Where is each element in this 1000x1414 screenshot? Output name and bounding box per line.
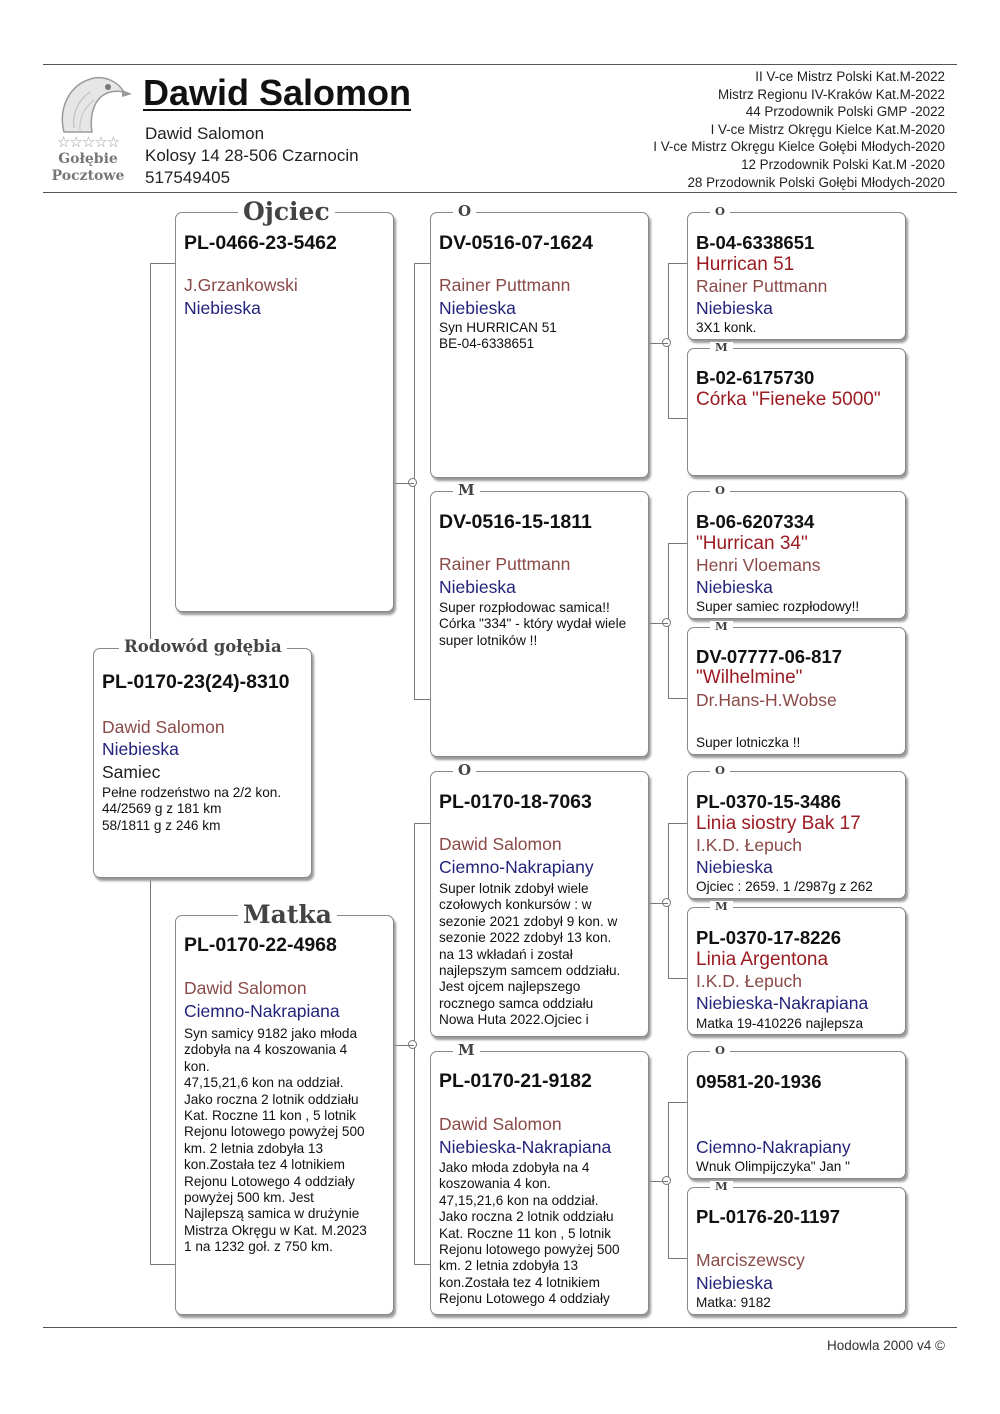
card-label: M [710, 1181, 733, 1193]
pigeon-name: Linia Argentona [696, 949, 829, 970]
pigeon-name: Hurrican 51 [696, 254, 795, 275]
connector-bracket [150, 263, 176, 649]
color: Niebieska [439, 298, 516, 318]
connector-bracket [668, 823, 688, 979]
card-label: Ojciec [238, 199, 335, 224]
card-label: M [453, 483, 480, 498]
connector-stub [648, 1181, 668, 1182]
breeder-name: Dawid Salomon [439, 834, 562, 854]
notes: Matka: 9182 [696, 1295, 771, 1310]
notes: Super lotniczka !! [696, 735, 801, 750]
breeder-name: Dawid Salomon [439, 1114, 562, 1134]
connector-bracket [668, 1102, 688, 1259]
footer-text: Hodowla 2000 v4 © [826, 1338, 945, 1353]
pigeon-name: "Hurrican 34" [696, 533, 808, 554]
card-label: O [710, 485, 730, 497]
breeder-name: Marciszewscy [696, 1250, 805, 1270]
ring-number: PL-0170-21-9182 [439, 1070, 592, 1092]
contact-phone: 517549405 [145, 168, 231, 187]
card-label: Rodowód gołębia [119, 639, 287, 656]
achievement-title: 12 Przodownik Polski Kat.M -2020 [741, 156, 945, 172]
color: Ciemno-Nakrapiany [696, 1137, 851, 1157]
notes: Matka 19-410226 najlepsza [696, 1016, 864, 1031]
ring-number: 09581-20-1936 [696, 1071, 822, 1092]
notes: Super lotnik zdobył wiele czołowych konkursów : w sezonie 2021 zdobył 9 kon. w sezonie 2022 zdobył 13 kon. na 13 wkładań i został najlepszym samcem oddziału. Jest ojcem najlepszego rocznego samca oddziału Nowa Huta 2022.Ojciec i [439, 881, 621, 1028]
card-label: M [453, 1043, 480, 1058]
breeder-name: Henri Vloemans [696, 555, 821, 575]
footer-rule [43, 1327, 957, 1328]
breeder-name: I.K.D. Łepuch [696, 835, 803, 855]
color: Niebieska [696, 857, 773, 877]
ring-number: PL-0170-23(24)-8310 [102, 671, 290, 693]
connector-stub [394, 1045, 414, 1046]
pigeon-card-father-sire[interactable] [430, 202, 649, 478]
logo-text-line1: Gołębie [58, 151, 118, 167]
breeder-name: Dawid Salomon [102, 717, 225, 737]
ring-number: B-04-6338651 [696, 232, 815, 253]
card-label: M [710, 342, 733, 354]
header-rule [43, 192, 957, 193]
breeder-name: Dr.Hans-H.Wobse [696, 690, 837, 710]
ring-number: PL-0370-17-8226 [696, 927, 842, 948]
connector-stub [648, 903, 668, 904]
color: Niebieska [439, 577, 516, 597]
color: Niebieska-Nakrapiana [696, 993, 869, 1013]
breeder-name: I.K.D. Łepuch [696, 971, 803, 991]
ring-number: DV-07777-06-817 [696, 646, 843, 667]
notes: Wnuk Olimpijczyka" Jan " [696, 1159, 850, 1174]
ring-number: PL-0170-22-4968 [184, 934, 337, 956]
notes: Ojciec : 2659. 1 /2987g z 262 [696, 879, 873, 894]
breeder-name: Rainer Puttmann [439, 554, 571, 574]
pigeon-card-mother-dam[interactable] [430, 1041, 649, 1315]
achievement-title: 44 Przodownik Polski GMP -2022 [745, 104, 945, 120]
pigeon-card-mf-sire[interactable] [687, 763, 906, 899]
card-label: O [710, 1045, 730, 1057]
color: Niebieska [696, 298, 773, 318]
pigeon-card-father-dam[interactable] [430, 481, 649, 757]
pigeon-card-fm-sire[interactable] [687, 483, 906, 619]
card-label: O [710, 765, 730, 777]
card-label: O [453, 204, 476, 219]
pigeon-card-ff-sire[interactable] [687, 204, 906, 340]
pigeon-card-mm-dam[interactable] [687, 1179, 906, 1315]
color: Niebieska [102, 739, 179, 759]
card-label: Matka [238, 902, 337, 927]
pigeon-card-mf-dam[interactable] [687, 899, 906, 1035]
card-label: O [710, 206, 730, 218]
logo-text-line2: Pocztowe [51, 168, 125, 184]
pigeon-name: Córka "Fieneke 5000" [696, 389, 881, 410]
notes: Jako młoda zdobyła na 4 koszowania 4 kon. 47,15,21,6 kon na oddział. Jako roczna 2 lotnik oddziału Kat. Roczne 11 kon , 5 lotnik Rejonu lotowego powyżej 500 km. 2 letnia zdobyła 13 kon.Została tez 4 lotnikiem Rejonu Lotowego 4 oddziały [439, 1160, 620, 1307]
pigeon-card-mother-sire[interactable] [430, 761, 649, 1037]
color: Ciemno-Nakrapiany [439, 857, 594, 877]
notes: Super rozpłodowac samica!! Córka "334" - który wydał wiele super lotników !! [439, 600, 627, 648]
achievement-title: Mistrz Regionu IV-Kraków Kat.M-2022 [718, 86, 945, 102]
contact-name: Dawid Salomon [145, 124, 265, 143]
pigeon-card-father[interactable] [175, 197, 394, 612]
notes: Pełne rodzeństwo na 2/2 kon. 44/2569 g z 181 km 58/1811 g z 246 km [102, 785, 282, 833]
breeder-title: Dawid Salomon [143, 72, 412, 113]
contact-address: Kolosy 14 28-506 Czarnocin [145, 146, 359, 165]
color: Niebieska-Nakrapiana [439, 1137, 612, 1157]
breeder-name: Rainer Puttmann [439, 275, 571, 295]
pigeon-card-mother[interactable] [175, 900, 394, 1315]
pigeon-name: "Wilhelmine" [696, 667, 803, 688]
ring-number: PL-0466-23-5462 [184, 232, 337, 254]
connector-stub [394, 483, 414, 484]
logo-stars: ☆☆☆☆☆ [56, 134, 120, 151]
notes: Syn samicy 9182 jako młoda zdobyła na 4 koszowania 4 kon. 47,15,21,6 kon na oddział. Jako roczna 2 lotnik oddziału Kat. Roczne 11 kon , 5 lotnik Rejonu lotowego powyżej 500 km. 2 letnia zdobyła 13 kon.Została tez 4 lotnikiem Rejonu Lotowego 4 oddziały powyżej 500 km. Jest Najlepszą samica w drużynie Mistrza Okręgu w Kat. M.2023 1 na 1232 goł. z 750 km. [184, 1026, 367, 1255]
logo [44, 70, 132, 188]
ring-number: DV-0516-07-1624 [439, 232, 593, 254]
connector-bracket [668, 263, 688, 419]
card-label: M [710, 901, 733, 913]
pigeon-head-icon [44, 70, 132, 140]
ring-number: PL-0170-18-7063 [439, 791, 592, 813]
sex: Samiec [102, 762, 161, 782]
achievement-title: II V-ce Mistrz Polski Kat.M-2022 [755, 69, 945, 84]
achievement-title: 28 Przodownik Polski Gołębi Młodych-2020 [687, 174, 945, 190]
achievement-title: I V-ce Mistrz Okręgu Kielce Kat.M-2020 [710, 121, 945, 137]
notes: Super samiec rozpłodowy!! [696, 599, 860, 614]
ring-number: PL-0176-20-1197 [696, 1206, 840, 1227]
pigeon-card-fm-dam[interactable] [687, 619, 906, 755]
color: Niebieska [696, 577, 773, 597]
connector-bracket [668, 543, 688, 699]
ring-number: B-02-6175730 [696, 367, 815, 388]
pigeon-card-ff-dam[interactable] [687, 340, 906, 476]
achievement-titles [653, 68, 945, 191]
color: Ciemno-Nakrapiana [184, 1001, 340, 1021]
ring-number: DV-0516-15-1811 [439, 511, 592, 533]
card-label: O [453, 763, 476, 778]
pigeon-card-mm-sire[interactable] [687, 1043, 906, 1179]
breeder-name: Dawid Salomon [184, 978, 307, 998]
top-rule [43, 64, 957, 65]
connector-stub [648, 623, 668, 624]
connector-bracket [150, 878, 176, 1265]
connector-stub [648, 343, 668, 344]
pigeon-name: Linia siostry Bak 17 [696, 813, 861, 834]
color: Niebieska [184, 298, 261, 318]
pigeon-card-subject[interactable] [93, 637, 312, 878]
card-label: M [710, 621, 733, 633]
breeder-name: J.Grzankowski [184, 275, 298, 295]
notes: 3X1 konk. [696, 320, 757, 335]
color: Niebieska [696, 1273, 773, 1293]
ring-number: B-06-6207334 [696, 511, 815, 532]
breeder-name: Rainer Puttmann [696, 276, 828, 296]
ring-number: PL-0370-15-3486 [696, 791, 842, 812]
achievement-title: I V-ce Mistrz Okręgu Kielce Gołębi Młodych-2020 [653, 139, 945, 155]
notes: Syn HURRICAN 51 BE-04-6338651 [439, 320, 557, 352]
